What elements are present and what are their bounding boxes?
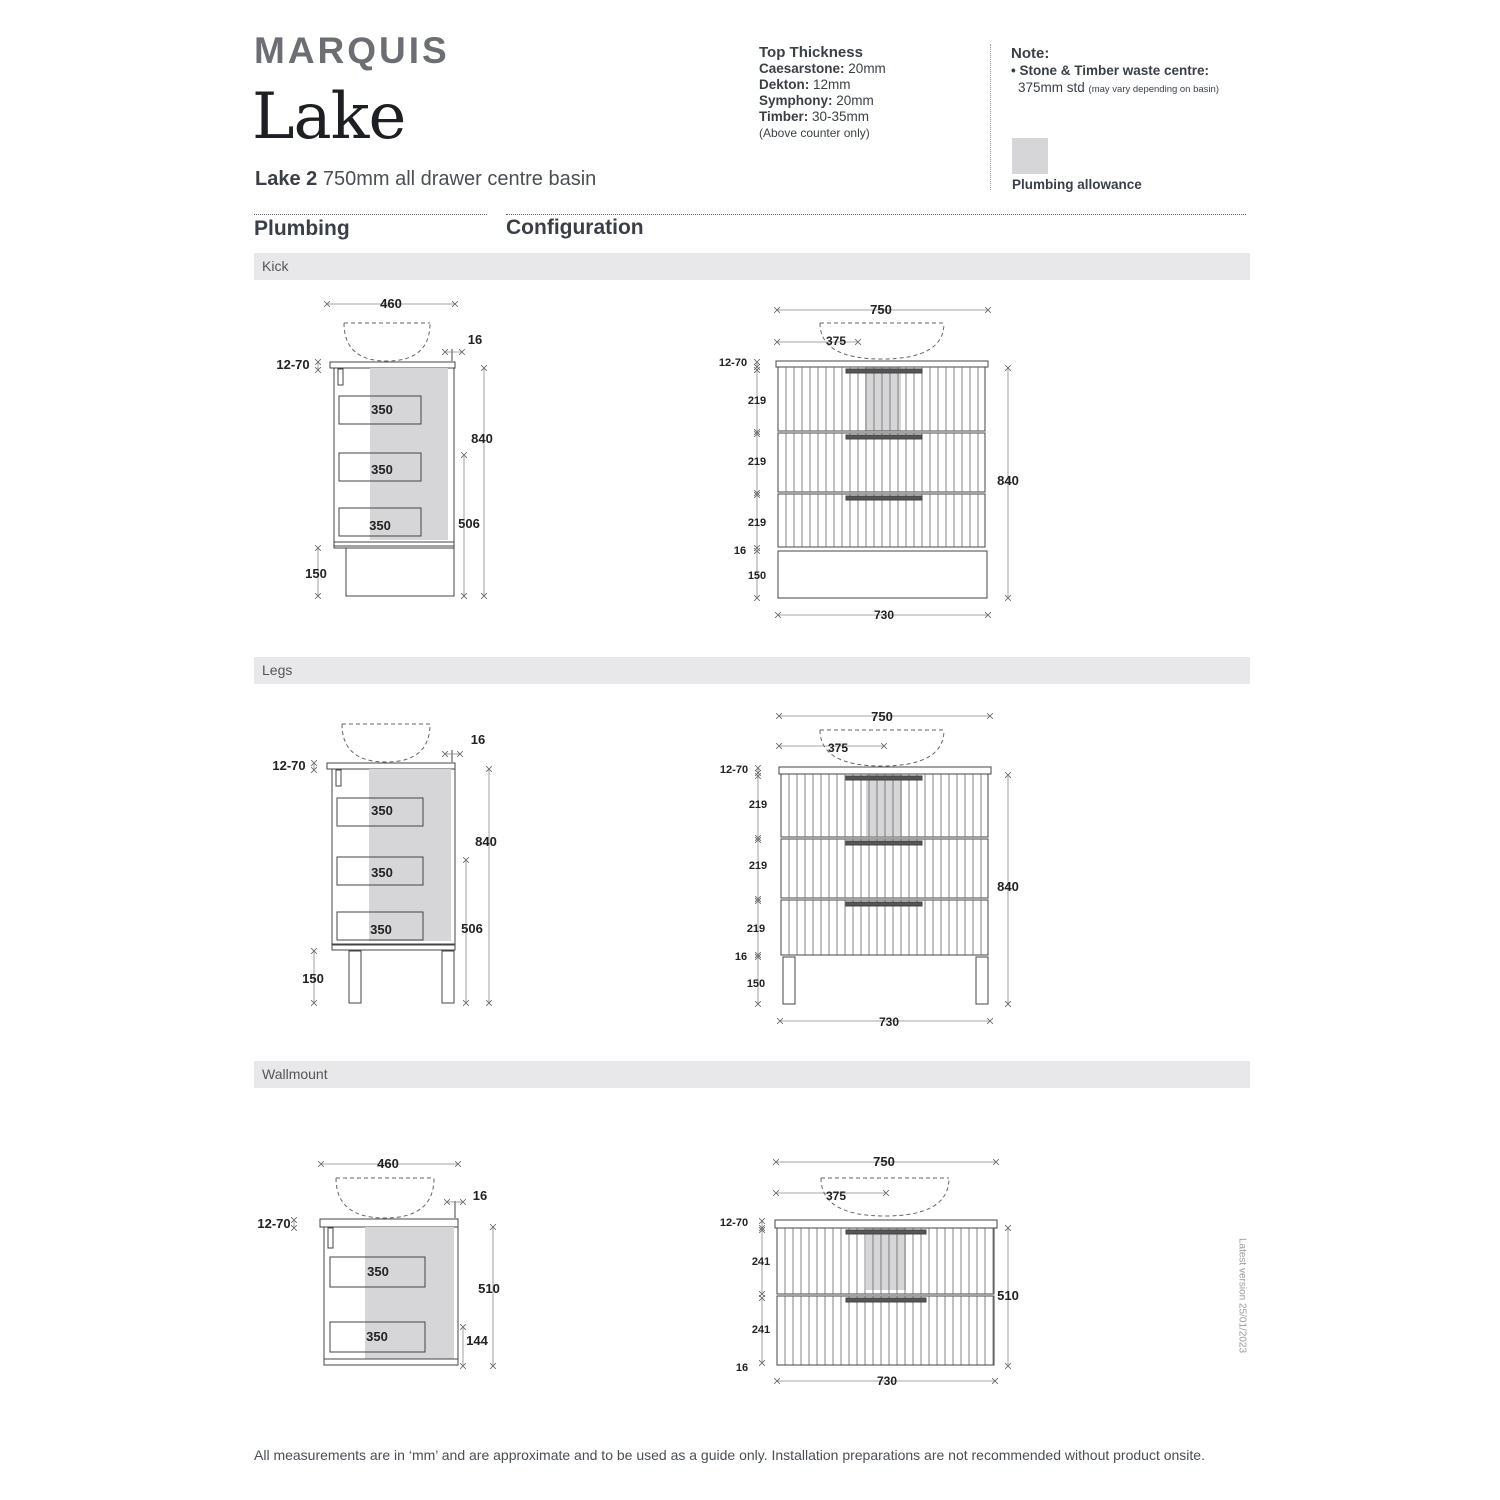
tt-row-symphony: Symphony: 20mm <box>759 93 874 108</box>
dimension-label: 12-70 <box>257 1216 291 1231</box>
plumbing-allowance <box>369 769 451 941</box>
dimension-label: 506 <box>461 921 483 936</box>
benchtop <box>330 362 455 368</box>
footer-disclaimer: All measurements are in ‘mm’ and are approximate and to be used as a guide only. Installation preparations are not recommended without product onsite. <box>254 1447 1205 1463</box>
benchtop <box>320 1219 458 1227</box>
dimension-label: 350 <box>371 462 393 477</box>
dimension-label: 350 <box>366 1329 388 1344</box>
door-hinge <box>338 369 343 385</box>
benchtop <box>779 767 991 774</box>
dimension-label: 144 <box>466 1333 488 1348</box>
model-description: 750mm all drawer centre basin <box>317 168 597 190</box>
dimension-label: 375 <box>825 334 847 348</box>
basin-outline <box>342 724 430 762</box>
basin-outline <box>344 323 430 361</box>
kick-plinth <box>346 548 454 596</box>
dimension-label: 12-70 <box>718 357 748 369</box>
drawer-handle <box>846 496 922 500</box>
dimension-label: 840 <box>475 834 497 849</box>
plumbing-allowance <box>370 368 448 540</box>
dimension-label: 750 <box>870 302 892 317</box>
dimension-label: 150 <box>746 978 766 990</box>
dimension-label: 12-70 <box>276 357 310 372</box>
dimension-label: 840 <box>997 473 1019 488</box>
drawer-front <box>777 1296 994 1365</box>
dimension-label: 219 <box>747 517 767 529</box>
plumbing-allowance-label: Plumbing allowance <box>1012 177 1142 192</box>
leg <box>349 951 361 1003</box>
note-title: Note: <box>1011 45 1050 62</box>
dimension-label: 750 <box>873 1154 895 1169</box>
plumbing-allowance <box>865 367 901 431</box>
dimension-label: 350 <box>370 922 392 937</box>
dimension-label: 150 <box>747 570 767 582</box>
leg <box>976 957 988 1004</box>
dimension-label: 730 <box>878 1015 900 1029</box>
version-stamp: Latest version 25/01/2023 <box>1236 1237 1248 1354</box>
section-label-wallmount: Wallmount <box>262 1066 328 1082</box>
configuration-heading: Configuration <box>506 216 644 239</box>
drawer-handle <box>846 1298 926 1302</box>
dimension-label: 16 <box>733 545 747 557</box>
dimension-label: 510 <box>997 1288 1019 1303</box>
dimension-label: 219 <box>748 860 768 872</box>
benchtop <box>776 361 988 367</box>
dimension-label: 375 <box>825 1189 847 1203</box>
dimension-label: 840 <box>471 431 493 446</box>
product-title: Lake <box>252 80 406 154</box>
tt-row-dekton: Dekton: 12mm <box>759 77 851 92</box>
dimension-label: 16 <box>472 1188 488 1203</box>
dimension-label: 375 <box>827 741 849 755</box>
plumbing-heading: Plumbing <box>254 217 350 240</box>
benchtop <box>327 763 455 769</box>
dimension-label: 730 <box>876 1374 898 1388</box>
tt-footnote: (Above counter only) <box>759 126 870 140</box>
note-line1: • Stone & Timber waste centre: <box>1011 63 1210 78</box>
dimension-label: 350 <box>369 518 391 533</box>
door-hinge <box>328 1228 333 1248</box>
section-label-kick: Kick <box>262 258 289 274</box>
drawer-handle <box>846 435 922 439</box>
dimension-label: 219 <box>747 395 767 407</box>
dimension-label: 219 <box>748 799 768 811</box>
basin-outline <box>336 1178 434 1218</box>
base-panel <box>334 542 454 548</box>
section-label-legs: Legs <box>262 662 293 678</box>
kick-plinth <box>778 551 987 598</box>
dimension-label: 16 <box>470 732 486 747</box>
brand-logo: MARQUIS <box>254 30 450 71</box>
dimension-label: 350 <box>367 1264 389 1279</box>
note-line2: 375mm std (may vary depending on basin) <box>1018 80 1219 95</box>
dimension-label: 510 <box>478 1281 500 1296</box>
dimension-label: 506 <box>458 516 480 531</box>
dimension-label: 12-70 <box>272 758 306 773</box>
tt-row-caesarstone: Caesarstone: 20mm <box>759 61 886 76</box>
dimension-label: 460 <box>380 296 402 311</box>
dimension-label: 16 <box>735 1362 749 1374</box>
dimension-label: 16 <box>467 332 483 347</box>
dimension-label: 241 <box>751 1324 771 1336</box>
dimension-label: 241 <box>751 1256 771 1268</box>
dimension-label: 750 <box>871 709 893 724</box>
dimension-label: 730 <box>873 608 895 622</box>
dimension-label: 840 <box>997 879 1019 894</box>
base-panel <box>324 1359 458 1365</box>
dimension-label: 350 <box>371 402 393 417</box>
dimension-label: 12-70 <box>719 1217 749 1229</box>
dimension-label: 219 <box>747 456 767 468</box>
leg <box>442 951 454 1003</box>
leg <box>783 957 795 1004</box>
dimension-label: 350 <box>371 803 393 818</box>
drawer-handle <box>846 776 922 780</box>
tt-row-timber: Timber: 30-35mm <box>759 109 870 124</box>
top-thickness-title: Top Thickness <box>759 44 863 61</box>
plumbing-allowance <box>866 774 902 836</box>
dimension-label: 12-70 <box>719 764 749 776</box>
dimension-label: 150 <box>305 566 327 581</box>
drawer-handle <box>846 902 922 906</box>
benchtop <box>775 1220 997 1228</box>
drawer-handle <box>846 1230 926 1234</box>
dimension-label: 219 <box>746 923 766 935</box>
dimension-label: 150 <box>302 971 324 986</box>
dimension-label: 460 <box>377 1156 399 1171</box>
door-hinge <box>336 770 341 786</box>
dimension-label: 350 <box>371 865 393 880</box>
model-name: Lake 2 <box>255 168 318 190</box>
plumbing-allowance <box>866 1228 906 1290</box>
drawer-handle <box>846 369 922 373</box>
dimension-label: 16 <box>734 951 748 963</box>
drawer-handle <box>846 841 922 845</box>
